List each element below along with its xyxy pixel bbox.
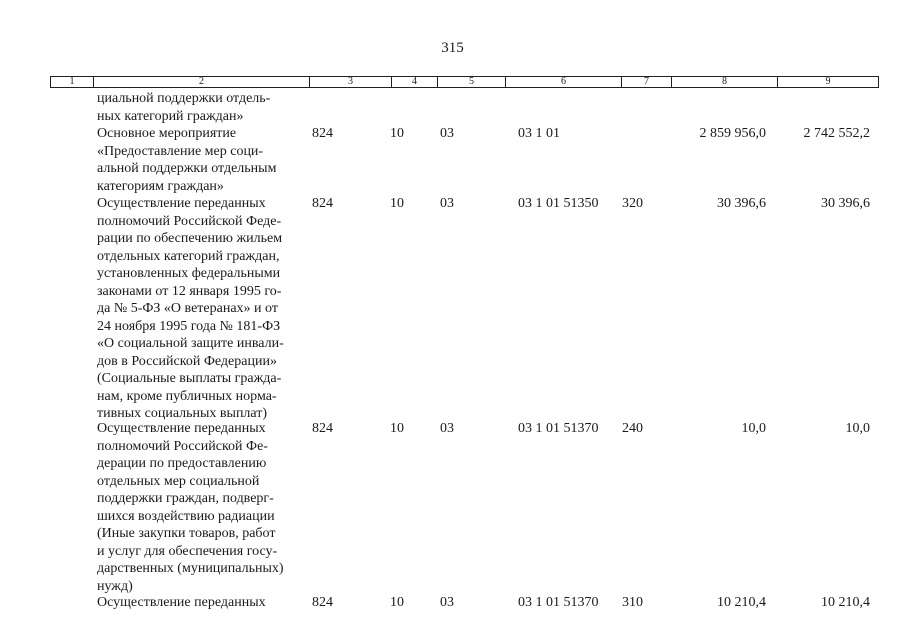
column-header-6: 6 xyxy=(505,77,621,87)
name-line: дов в Российской Федерации» xyxy=(97,353,277,369)
name-line: Осуществление переданных xyxy=(97,595,266,610)
ved-code: 824 xyxy=(312,595,333,610)
column-header-1: 1 xyxy=(69,76,75,87)
amount-col-8: 10 210,4 xyxy=(717,595,766,610)
section-code: 10 xyxy=(390,196,404,211)
ved-code: 824 xyxy=(312,196,333,211)
amount-col-9: 10,0 xyxy=(845,421,870,436)
column-header-3: 3 xyxy=(309,77,391,87)
name-line: рации по обеспечению жильем xyxy=(97,231,283,246)
name-line: (Социальные выплаты граждa- xyxy=(97,371,282,386)
name-line: «Предоставление мер соци- xyxy=(97,143,264,159)
amount-col-9: 2 742 552,2 xyxy=(803,126,870,141)
section-code: 10 xyxy=(390,126,404,141)
subsection-code: 03 xyxy=(440,421,454,436)
table-header-row xyxy=(50,76,879,88)
name-line: нужд) xyxy=(97,578,133,594)
column-header-7: 7 xyxy=(621,77,671,87)
name-line: шихся воздействию радиации xyxy=(97,508,275,524)
name-line: Осуществление переданных xyxy=(97,196,266,211)
target-article-code: 03 1 01 xyxy=(518,126,560,141)
row-name xyxy=(97,125,312,195)
page-number: 315 xyxy=(441,40,464,56)
name-line: поддержки граждан, подверг- xyxy=(97,491,274,506)
column-header-5: 5 xyxy=(437,77,505,87)
name-line: дерации по предоставлению xyxy=(97,456,267,471)
name-line: отдельных мер социальной xyxy=(97,473,260,489)
amount-col-8: 30 396,6 xyxy=(717,196,766,211)
name-line: и услуг для обеспечения госу- xyxy=(97,543,278,559)
column-header-8: 8 xyxy=(671,77,777,87)
section-code: 10 xyxy=(390,421,404,436)
amount-col-8: 2 859 956,0 xyxy=(699,126,766,141)
column-header-2: 2 xyxy=(93,77,309,87)
name-line: циальной поддержки отдель- xyxy=(97,91,271,106)
subsection-code: 03 xyxy=(440,595,454,610)
column-header-4: 4 xyxy=(391,77,437,87)
column-header-9: 9 xyxy=(777,77,878,87)
section-code: 10 xyxy=(390,595,404,610)
expense-type-code: 310 xyxy=(622,595,643,610)
name-line: альной поддержки отдельным xyxy=(97,161,277,176)
ved-code: 824 xyxy=(312,126,333,141)
subsection-code: 03 xyxy=(440,126,454,141)
name-line: Осуществление переданных xyxy=(97,421,266,436)
name-line: «О социальной защите инвали- xyxy=(97,336,284,351)
amount-col-9: 10 210,4 xyxy=(821,595,870,610)
name-line: Основное мероприятие xyxy=(97,126,237,141)
row-name xyxy=(97,195,312,423)
name-line: да № 5-ФЗ «О ветеранах» и от xyxy=(97,301,278,316)
name-line: нам, кроме публичных норма- xyxy=(97,388,277,404)
target-article-code: 03 1 01 51370 xyxy=(518,421,599,436)
name-line: тивных социальных выплат) xyxy=(97,406,268,421)
name-line: законами от 12 января 1995 го- xyxy=(97,283,282,299)
name-line: (Иные закупки товаров, работ xyxy=(97,526,276,541)
target-article-code: 03 1 01 51350 xyxy=(518,196,599,211)
name-line: 24 ноября 1995 года № 181-ФЗ xyxy=(97,318,281,334)
name-line: отдельных категорий граждан, xyxy=(97,248,280,264)
ved-code: 824 xyxy=(312,421,333,436)
name-line: дарственных (муниципальных) xyxy=(97,561,284,576)
expense-type-code: 320 xyxy=(622,196,643,211)
name-line: установленных федеральными xyxy=(97,266,281,281)
name-line: категориям граждан» xyxy=(97,178,224,194)
amount-col-8: 10,0 xyxy=(741,421,766,436)
amount-col-9: 30 396,6 xyxy=(821,196,870,211)
name-line: полномочий Российской Фе- xyxy=(97,438,268,454)
row-name xyxy=(97,594,312,612)
expense-type-code: 240 xyxy=(622,421,643,436)
name-line: ных категорий граждан» xyxy=(97,108,244,124)
subsection-code: 03 xyxy=(440,196,454,211)
target-article-code: 03 1 01 51370 xyxy=(518,595,599,610)
row-name xyxy=(97,420,312,595)
row-name xyxy=(97,90,312,125)
name-line: полномочий Российской Феде- xyxy=(97,213,282,229)
